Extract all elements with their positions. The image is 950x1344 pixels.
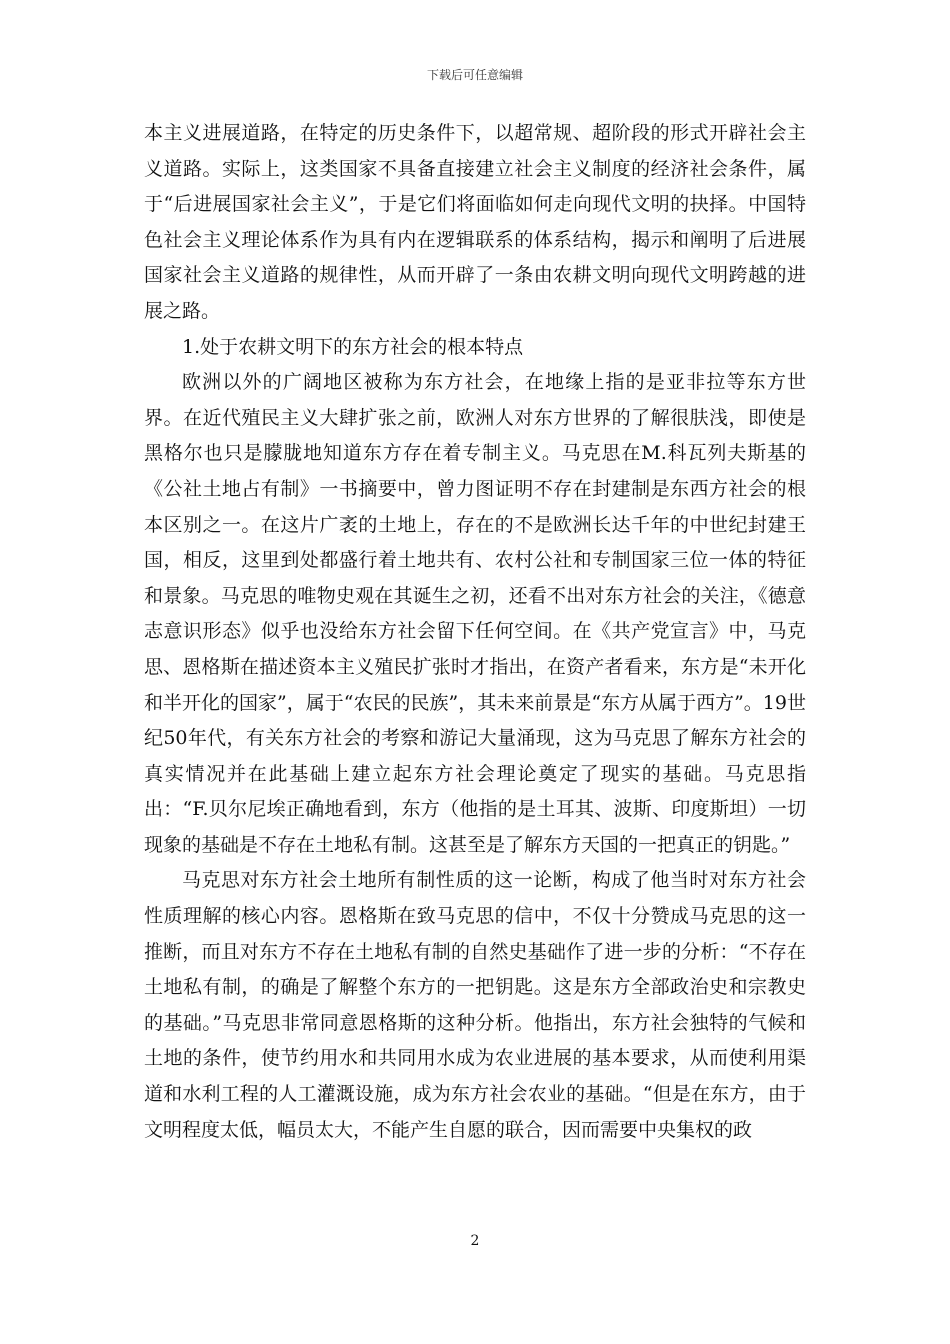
section-heading: 1.处于农耕文明下的东方社会的根本特点 (182, 335, 524, 358)
paragraph-land-ownership: 马克思对东方社会土地所有制性质的这一论断，构成了他当时对东方社会性质理解的核心内容。恩格斯在致马克思的信中，不仅十分赞成马克思的这一推断，而且对东方不存在土地私有制的自然史基础作了进一步的分析：“不存在土地私有制，的确是了解整个东方的一把钥匙。这是东方全部政治史和宗教史的基础。”马克思非常同意恩格斯的这种分析。他指出，东方社会独特的气候和土地的条件，使节约用水和共同用水成为农业进展的基本要求，从而使利用渠道和水利工程的人工灌溉设施，成为东方社会农业的基础。“但是在东方，由于文明程度太低，幅员太大，不能产生自愿的联合，因而需要中央集权的政 (144, 869, 806, 1141)
page-number: 2 (470, 1233, 480, 1249)
paragraph-eastern-society: 欧洲以外的广阔地区被称为东方社会，在地缘上指的是亚非拉等东方世界。在近代殖民主义大肆扩张之前，欧洲人对东方世界的了解很肤浅，即使是黑格尔也只是朦胧地知道东方存在着专制主义。马克思在M.科瓦列夫斯基的《公社土地占有制》一书摘要中，曾力图证明不存在封建制是东西方社会的根本区别之一。在这片广袤的土地上，存在的不是欧洲长达千年的中世纪封建王国，相反，这里到处都盛行着土地共有、农村公社和专制国家三位一体的特征和景象。马克思的唯物史观在其诞生之初，还看不出对东方社会的关注，《德意志意识形态》似乎也没给东方社会留下任何空间。在《共产党宣言》中，马克思、恩格斯在描述资本主义殖民扩张时才指出，在资产者看来，东方是“未开化和半开化的国家”，属于“农民的民族”，其未来前景是“东方从属于西方”。19世纪50年代，有关东方社会的考察和游记大量涌现，这为马克思了解东方社会的真实情况并在此基础上建立起东方社会理论奠定了现实的基础。马克思指出：“F.贝尔尼埃正确地看到，东方（他指的是土耳其、波斯、印度斯坦）一切现象的基础是不存在土地私有制。这甚至是了解东方天国的一把真正的钥匙。” (144, 371, 806, 856)
document-body (144, 116, 806, 1148)
page-header: 下载后可任意编辑 (426, 68, 523, 82)
paragraph-continued: 本主义进展道路，在特定的历史条件下，以超常规、超阶段的形式开辟社会主义道路。实际上，这类国家不具备直接建立社会主义制度的经济社会条件，属于“后进展国家社会主义”，于是它们将面临如何走向现代文明的抉择。中国特色社会主义理论体系作为具有内在逻辑联系的体系结构，揭示和阐明了后进展国家社会主义道路的规律性，从而开辟了一条由农耕文明向现代文明跨越的进展之路。 (144, 122, 806, 322)
